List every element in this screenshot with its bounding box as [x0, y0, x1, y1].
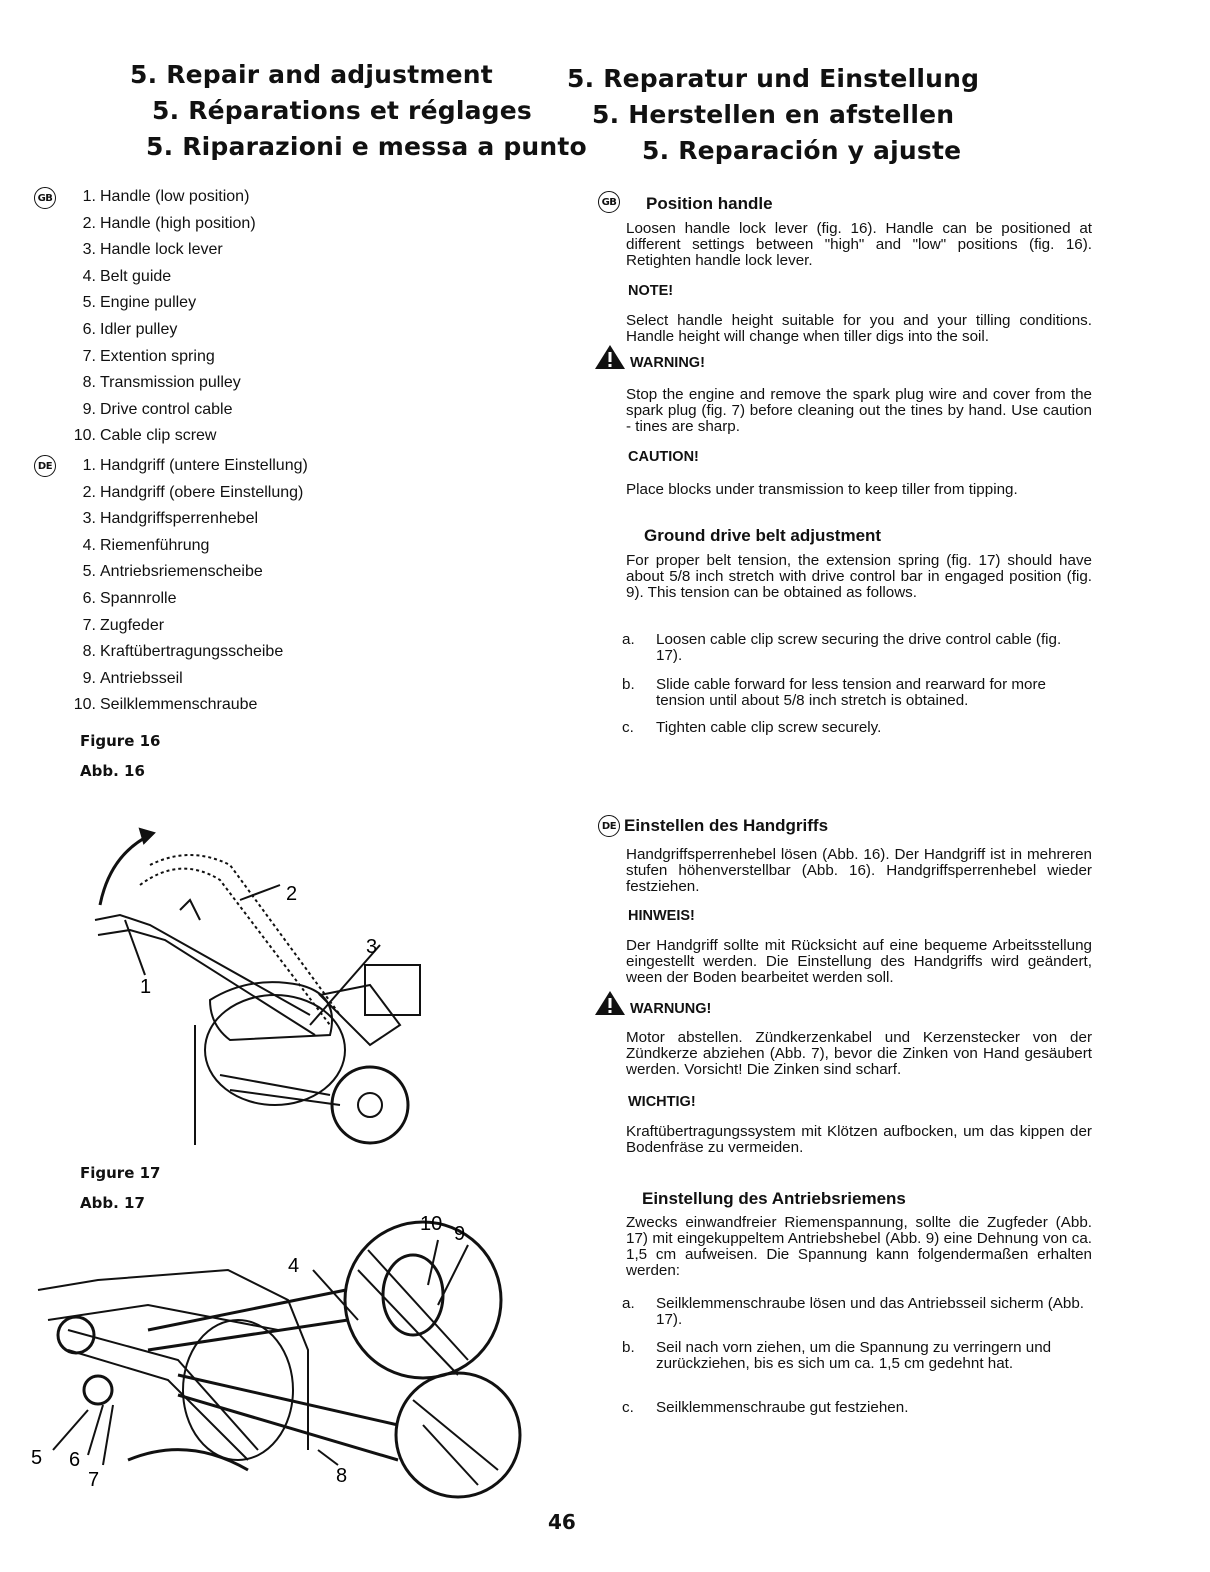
- title-es: 5. Reparación y ajuste: [642, 136, 962, 165]
- gb-belt-text: For proper belt tension, the extension spring (fig. 17) should have about 5/8 inch stretch with drive control bar in engaged position (fig. 9). This tension can be obtained as follows.: [626, 552, 1092, 601]
- list-item: 4. Riemenführung: [82, 536, 210, 554]
- list-item: 5. Engine pulley: [82, 294, 197, 312]
- list-item: 8. Transmission pulley: [82, 374, 241, 392]
- gb-warning-label: WARNING!: [630, 355, 705, 371]
- figure17-callout-7: 7: [88, 1469, 100, 1491]
- gb-language-badge: GB: [34, 187, 56, 209]
- de-note-label: HINWEIS!: [628, 908, 695, 924]
- figure17-callout-5: 5: [31, 1447, 43, 1469]
- de-warning-text: Motor abstellen. Zündkerzenkabel und Kerzenstecker von der Zündkerze abziehen (Abb. 7), bevor die Zinken von Hand gesäubert werden. Vorsicht! Die Zinken sind scharf.: [626, 1029, 1092, 1078]
- list-item: 9. Antriebsseil: [82, 669, 183, 687]
- list-item: 7. Extention spring: [82, 347, 215, 365]
- gb-heading: Position handle: [646, 194, 773, 213]
- list-item: 10. Seilklemmenschraube: [73, 696, 258, 714]
- gb-note-label: NOTE!: [628, 283, 674, 299]
- figure16-caption-en: Figure 16: [80, 732, 161, 750]
- warnung-icon: [594, 990, 626, 1016]
- figure16-tiller-illustration: [80, 825, 440, 1150]
- list-item: 3. Handle lock lever: [82, 241, 223, 259]
- figure16-caption-de: Abb. 16: [80, 762, 145, 780]
- list-item: 1. Handgriff (untere Einstellung): [82, 457, 308, 474]
- figure17-belt-illustration: [28, 1210, 528, 1500]
- list-item: 4. Belt guide: [82, 267, 172, 285]
- title-nl: 5. Herstellen en afstellen: [592, 100, 955, 129]
- list-item: 2. Handle (high position): [82, 214, 256, 232]
- de-belt-text: Zwecks einwandfreier Riemenspannung, sollte die Zugfeder (Abb. 17) mit eingekuppeltem Antriebshebel (Abb. 9) eine Dehnung von ca. 1,5 cm aufweisen. Die Spannung kann folgendermaßen erhalten werden:: [626, 1214, 1092, 1279]
- page-number: 46: [548, 1510, 576, 1534]
- figure17-callout-8: 8: [336, 1465, 348, 1487]
- de-heading: Einstellen des Handgriffs: [624, 816, 829, 835]
- figure16-callout-2: 2: [286, 883, 298, 905]
- figure16-callout-1: 1: [140, 976, 152, 998]
- gb-belt-heading: Ground drive belt adjustment: [644, 526, 882, 545]
- figure17-callout-6: 6: [69, 1449, 81, 1471]
- list-item: 6. Spannrolle: [82, 589, 177, 607]
- gb-caution-label: CAUTION!: [628, 449, 699, 465]
- de-section-badge: DE: [598, 815, 620, 837]
- list-item: 9. Drive control cable: [82, 400, 233, 418]
- title-it: 5. Riparazioni e messa a punto: [146, 132, 587, 161]
- de-note-text: Der Handgriff sollte mit Rücksicht auf eine bequeme Arbeitsstellung eingestellt werden. Die Einstellung des Handgriffs wird geändert, ween der Boden bearbeitet werden soll.: [626, 937, 1092, 986]
- gb-intro-text: Loosen handle lock lever (fig. 16). Handle can be positioned at different settings between "high" and "low" positions (fig. 16). Retighten handle lock lever.: [626, 220, 1092, 269]
- figure17-callout-10: 10: [420, 1213, 443, 1235]
- list-item: 5. Antriebsriemenscheibe: [82, 563, 263, 581]
- list-item: 7. Zugfeder: [82, 616, 165, 634]
- list-item: 2. Handgriff (obere Einstellung): [82, 483, 304, 501]
- gb-note-text: Select handle height suitable for you and your tilling conditions. Handle height will change when tiller digs into the soil.: [626, 312, 1092, 345]
- figure17-caption-en: Figure 17: [80, 1164, 161, 1182]
- gb-warning-text: Stop the engine and remove the spark plug wire and cover from the spark plug (fig. 7) before cleaning out the tines by hand. Use caution - tines are sharp.: [626, 386, 1092, 435]
- list-item: 1. Handle (low position): [82, 188, 250, 205]
- de-caution-text: Kraftübertragungssystem mit Klötzen aufbocken, um das kippen der Bodenfräse zu vermeiden.: [626, 1123, 1092, 1156]
- figure17-callout-4: 4: [288, 1255, 300, 1277]
- parts-list-gb: [62, 184, 256, 450]
- de-warning-label: WARNUNG!: [630, 1001, 712, 1017]
- de-belt-heading: Einstellung des Antriebsriemens: [642, 1189, 906, 1208]
- de-language-badge: DE: [34, 455, 56, 477]
- list-item: 6. Idler pulley: [82, 320, 178, 338]
- warning-icon: [594, 344, 626, 370]
- list-item: 8. Kraftübertragungsscheibe: [82, 643, 284, 661]
- parts-list-de: [62, 453, 308, 719]
- list-item: 3. Handgriffsperrenhebel: [82, 510, 259, 528]
- gb-section-badge: GB: [598, 191, 620, 213]
- de-caution-label: WICHTIG!: [628, 1094, 696, 1110]
- title-en: 5. Repair and adjustment: [130, 60, 493, 89]
- gb-caution-text: Place blocks under transmission to keep tiller from tipping.: [626, 481, 1018, 498]
- de-intro-text: Handgriffsperrenhebel lösen (Abb. 16). Der Handgriff ist in mehreren stufen höhenverstellbar (Abb. 16). Handgriffsperrenhebel wieder festziehen.: [626, 846, 1092, 895]
- title-de: 5. Reparatur und Einstellung: [567, 64, 980, 93]
- title-fr: 5. Réparations et réglages: [152, 96, 533, 125]
- figure17-callout-9: 9: [454, 1223, 466, 1245]
- figure16-callout-3: 3: [366, 936, 378, 958]
- figure17-caption-de: Abb. 17: [80, 1194, 145, 1212]
- list-item: 10. Cable clip screw: [73, 427, 217, 445]
